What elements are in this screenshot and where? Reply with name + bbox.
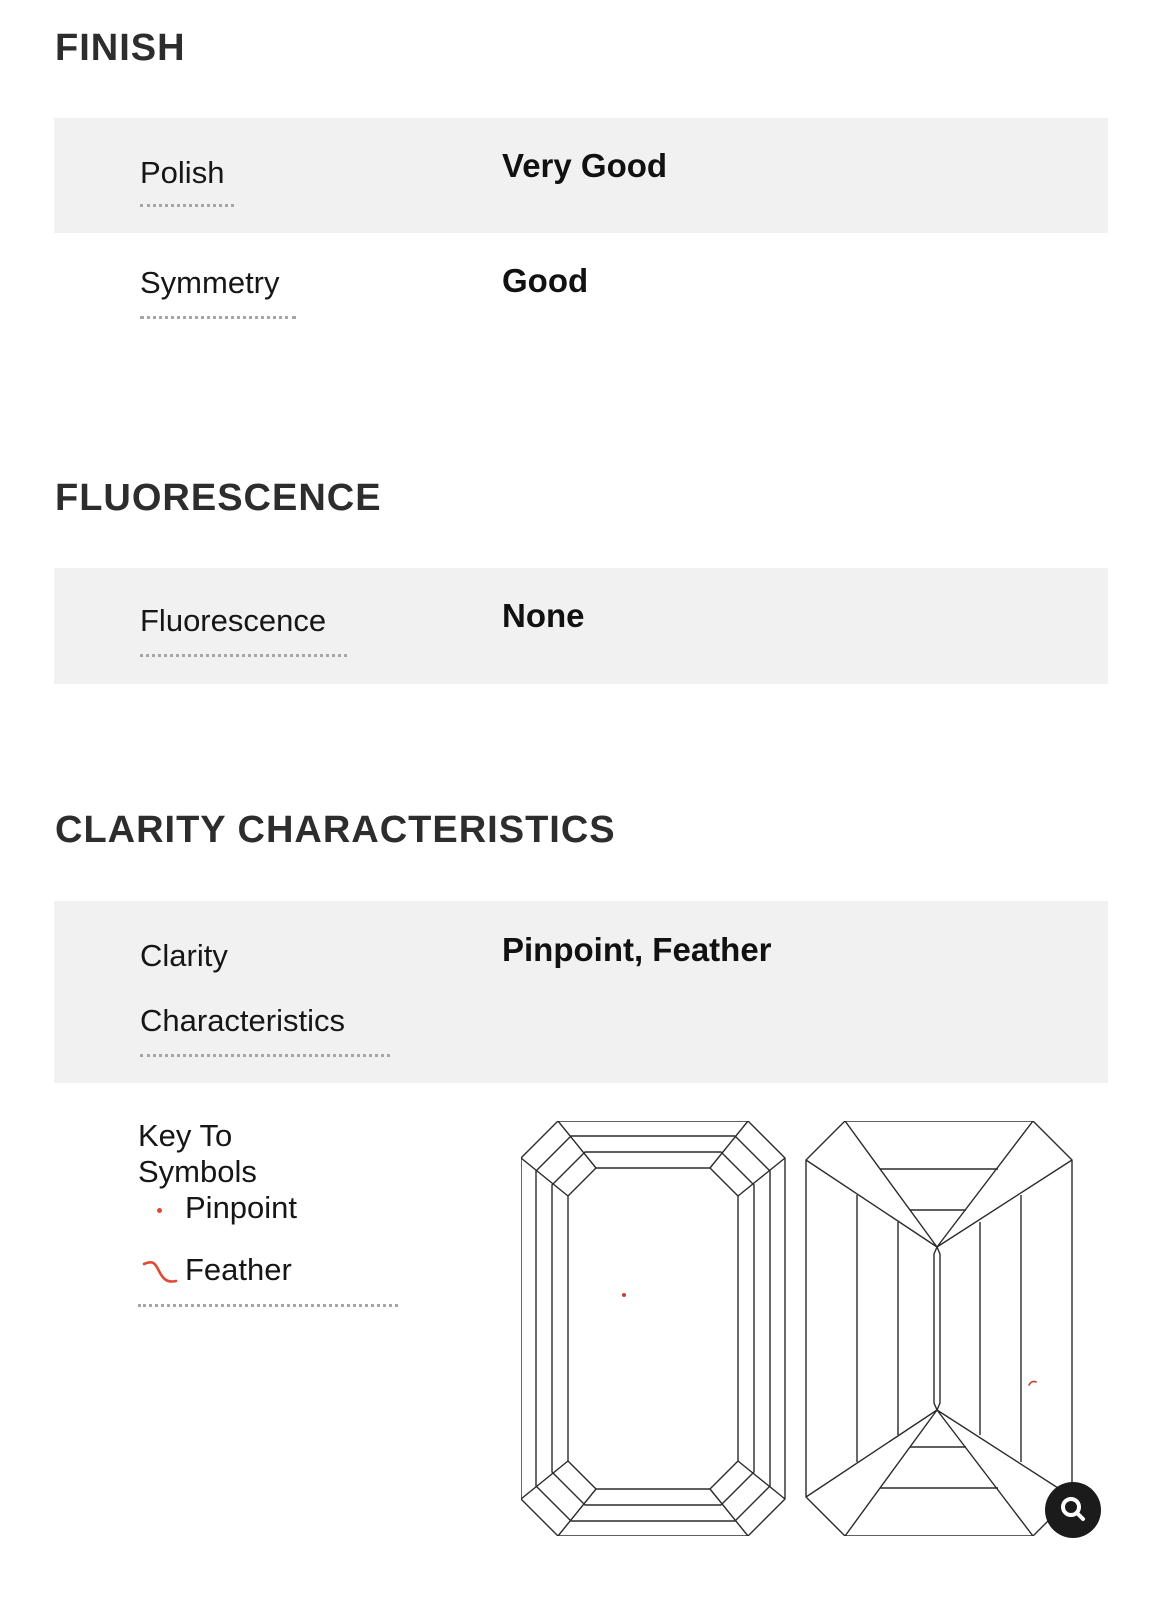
clarity-label-line1: Clarity <box>140 938 228 973</box>
section-title-finish: FINISH <box>55 27 186 69</box>
table-row-fluorescence <box>54 568 1108 684</box>
legend-label-feather: Feather <box>185 1252 292 1287</box>
clarity-label-line2: Characteristics <box>140 1003 345 1038</box>
table-row-symmetry <box>54 233 1108 349</box>
key-to-symbols-title: Key To Symbols <box>138 1118 257 1189</box>
section-title-fluorescence: FLUORESCENCE <box>55 477 382 519</box>
fluorescence-value: None <box>502 597 585 634</box>
fluorescence-label-dotted-underline <box>140 654 347 657</box>
clarity-label-dotted-underline <box>140 1054 390 1057</box>
fluorescence-label: Fluorescence <box>140 603 327 638</box>
crown-view-wireframe <box>521 1121 785 1536</box>
feather-curve-icon <box>141 1258 179 1293</box>
clarity-value: Pinpoint, Feather <box>502 931 772 968</box>
table-row-polish <box>54 118 1108 233</box>
section-title-clarity-characteristics: CLARITY CHARACTERISTICS <box>55 809 616 851</box>
symmetry-label-dotted-underline <box>140 316 296 319</box>
key-to-symbols-dotted-rule <box>138 1304 398 1307</box>
legend-label-pinpoint: Pinpoint <box>185 1190 298 1225</box>
table-row-clarity-characteristics <box>54 901 1108 1083</box>
symmetry-label: Symmetry <box>140 265 280 300</box>
polish-label: Polish <box>140 155 225 190</box>
enlarge-image-button[interactable] <box>1045 1482 1101 1538</box>
feather-mark <box>1029 1381 1036 1385</box>
magnifier-icon <box>1056 1493 1090 1527</box>
polish-label-dotted-underline <box>140 204 234 207</box>
pavilion-view-wireframe <box>806 1121 1072 1536</box>
pinpoint-dot-icon <box>157 1208 162 1213</box>
pinpoint-mark <box>622 1293 626 1297</box>
clarity-plot-diagrams <box>521 1121 1073 1536</box>
polish-value: Very Good <box>502 147 668 184</box>
symmetry-value: Good <box>502 262 589 299</box>
